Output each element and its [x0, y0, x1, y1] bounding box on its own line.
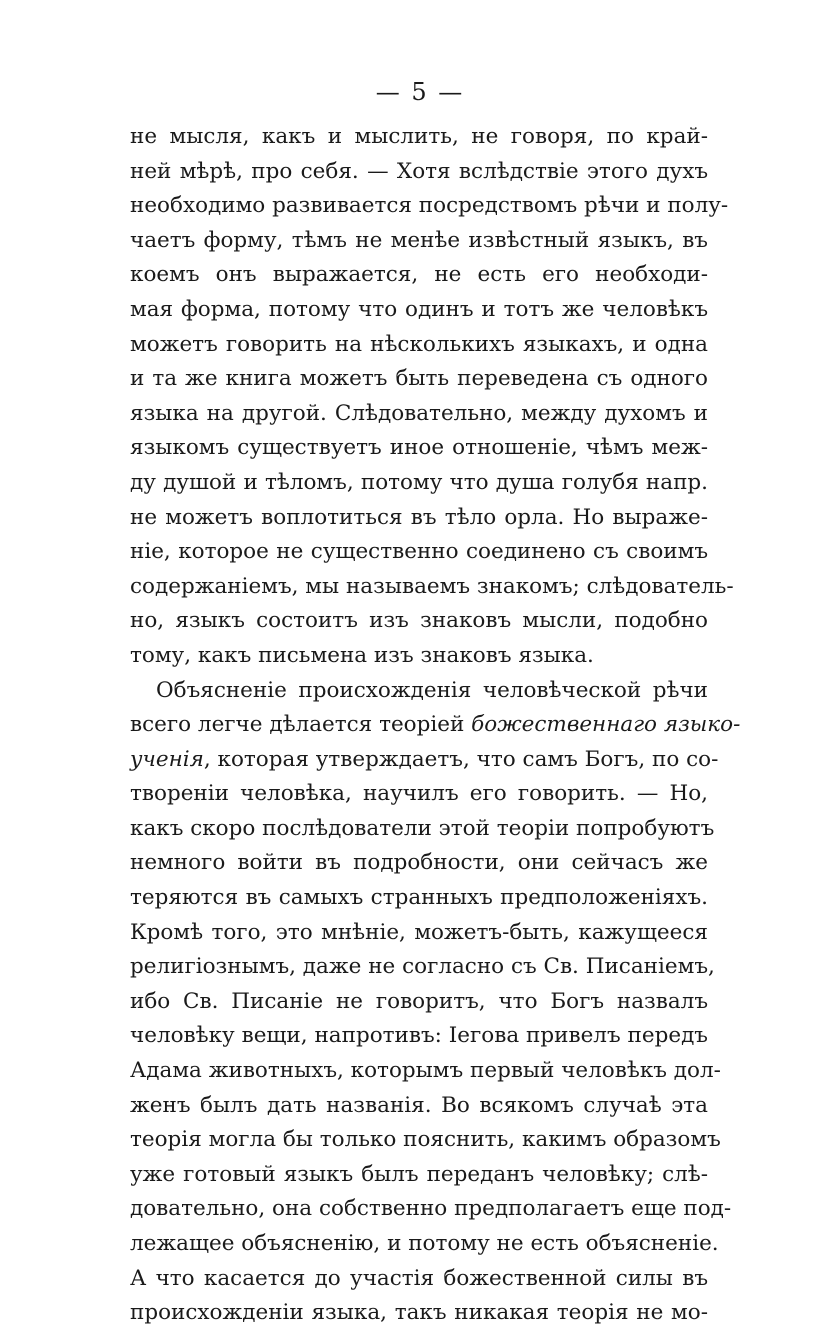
line-text: довательно, она собственно предполагаетъ еще под-: [130, 1196, 732, 1222]
line-text: ніе, которое не существенно соединено съ своимъ: [130, 539, 708, 565]
text-line: [130, 1192, 732, 1227]
line-text: Адама животныхъ, которымъ первый человѣкъ дол-: [130, 1058, 721, 1084]
text-line: [130, 570, 734, 605]
paragraph: [130, 120, 734, 674]
page-number: — 5 —: [375, 78, 465, 106]
text-line: [130, 535, 708, 570]
line-text: Объясненіе происхожденія человѣческой рѣчи: [156, 677, 708, 703]
line-text: ду душой и тѣломъ, потому что душа голубя напр.: [130, 469, 708, 495]
text-line: [130, 743, 719, 778]
line-text: не можетъ воплотиться въ тѣло орла. Но выраже-: [130, 504, 708, 530]
line-text: тому, какъ письмена изъ знаковъ языка.: [130, 642, 594, 668]
line-text: не мысля, какъ и мыслить, не говоря, по край-: [130, 124, 708, 149]
line-text: какъ скоро послѣдователи этой теоріи попробуютъ: [130, 815, 715, 841]
line-text: теряются въ самыхъ странныхъ предположеніяхъ.: [130, 885, 708, 911]
line-text: , которая утверждаетъ, что самъ Богъ, по со-: [203, 746, 719, 772]
line-text: но, языкъ состоитъ изъ знаковъ мысли, подобно: [130, 608, 708, 634]
text-line: [130, 708, 741, 743]
text-line: [130, 1089, 708, 1124]
text-line: [130, 985, 708, 1020]
text-line: [130, 431, 708, 466]
text-line: [130, 1296, 708, 1331]
line-text: и та же книга можетъ быть переведена съ одного: [130, 366, 708, 392]
line-text: содержаніемъ, мы называемъ знакомъ; слѣдователь-: [130, 573, 734, 599]
text-line: [130, 362, 708, 397]
italic-term: ученія: [130, 746, 204, 772]
text-line: [130, 1262, 708, 1297]
text-line: [130, 916, 708, 951]
line-text: религіознымъ, даже не согласно съ Св. Писаніемъ,: [130, 954, 715, 980]
text-line: [130, 604, 708, 639]
text-line: [130, 812, 715, 847]
line-text: происхожденіи языка, такъ никакая теорія не мо-: [130, 1300, 708, 1326]
line-text: всего легче дѣлается теоріей: [130, 712, 472, 738]
line-text: твореніи человѣка, научилъ его говорить. — Но,: [130, 781, 708, 807]
text-line: [130, 397, 708, 432]
text-line: [130, 950, 715, 985]
text-line: [130, 258, 708, 293]
line-text: теорія могла бы только пояснить, какимъ образомъ: [130, 1127, 721, 1153]
text-line: [130, 224, 708, 259]
line-text: языка на другой. Слѣдовательно, между духомъ и: [130, 400, 708, 426]
text-line: [130, 881, 708, 916]
text-line: [130, 1019, 708, 1054]
text-line: [130, 777, 708, 812]
line-text: А что касается до участія божественной силы въ: [130, 1265, 708, 1291]
line-text: лежащее объясненію, и потому не есть объясненіе.: [130, 1231, 719, 1256]
text-line: [130, 846, 708, 881]
text-line: [130, 328, 708, 363]
line-text: Кромѣ того, это мнѣніе, можетъ-быть, кажущееся: [130, 919, 708, 945]
text-body: [130, 120, 741, 1331]
line-text: можетъ говорить на нѣсколькихъ языкахъ, и одна: [130, 331, 708, 357]
text-line: [130, 1054, 721, 1089]
text-line: [130, 1227, 719, 1262]
paragraph: [130, 674, 741, 1331]
text-line: [130, 155, 708, 190]
line-text: уже готовый языкъ былъ переданъ человѣку; слѣ-: [130, 1161, 708, 1187]
text-line: [130, 120, 708, 155]
line-text: коемъ онъ выражается, не есть его необходи-: [130, 262, 708, 288]
line-text: немного войти въ подробности, они сейчасъ же: [130, 850, 708, 876]
text-line: [130, 1158, 708, 1193]
line-text: чаетъ форму, тѣмъ не менѣе извѣстный языкъ, въ: [130, 227, 708, 253]
line-text: мая форма, потому что одинъ и тотъ же человѣкъ: [130, 296, 708, 322]
text-line: [130, 674, 708, 709]
line-text: женъ былъ дать названія. Во всякомъ случаѣ эта: [130, 1092, 708, 1118]
line-text: необходимо развивается посредствомъ рѣчи и полу-: [130, 193, 729, 219]
text-line: [130, 1123, 721, 1158]
line-text: ибо Св. Писаніе не говоритъ, что Богъ назвалъ: [130, 988, 708, 1014]
text-line: [130, 501, 708, 536]
line-text: человѣку вещи, напротивъ: Іегова привелъ передъ: [130, 1023, 708, 1049]
text-line: [130, 639, 708, 674]
text-line: [130, 293, 708, 328]
italic-term: божественнаго языко-: [471, 712, 741, 738]
line-text: языкомъ существуетъ иное отношеніе, чѣмъ меж-: [130, 435, 708, 461]
text-line: [130, 189, 729, 224]
text-line: [130, 466, 708, 501]
line-text: ней мѣрѣ, про себя. — Хотя вслѣдствіе этого духъ: [130, 158, 708, 184]
